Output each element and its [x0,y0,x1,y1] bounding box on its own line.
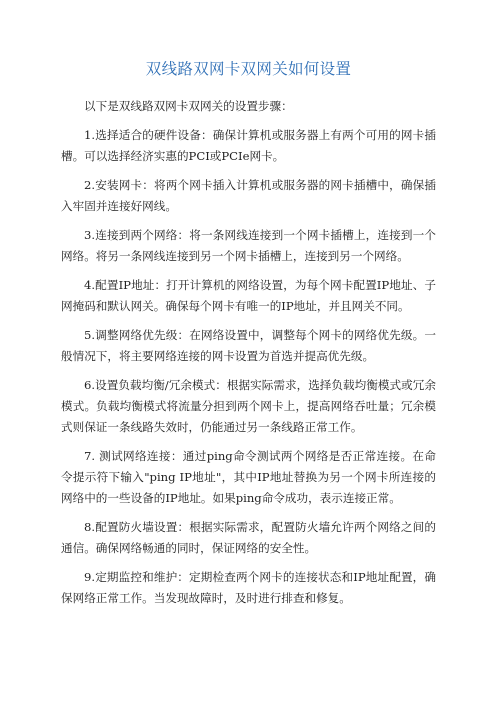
step-2-paragraph: 2.安装网卡：将两个网卡插入计算机或服务器的网卡插槽中，确保插入牢固并连接好网线。 [61,178,436,213]
intro-paragraph: 以下是双线路双网卡双网关的设置步骤： [84,99,293,113]
step-7-paragraph: 7. 测试网络连接：通过ping命令测试两个网络是否正常连接。在命令提示符下输入"ping IP地址"，其中IP地址替换为另一个网卡所连接的网络中的一些设备的IP地址。如果ping命令成功，表示连接正常。 [61,449,436,505]
step-8-paragraph: 8.配置防火墙设置：根据实际需求，配置防火墙允许两个网络之间的通信。确保网络畅通的同时，保证网络的安全性。 [61,520,436,555]
step-6-paragraph: 6.设置负载均衡/冗余模式：根据实际需求，选择负载均衡模式或冗余模式。负载均衡模式将流量分担到两个网卡上，提高网络吞吐量；冗余模式则保证一条线路失效时，仍能通过另一条线路正常工作。 [61,378,436,434]
step-5-paragraph: 5.调整网络优先级：在网络设置中，调整每个网卡的网络优先级。一般情况下，将主要网络连接的网卡设置为首选并提高优先级。 [61,328,436,363]
step-9-paragraph: 9.定期监控和维护：定期检查两个网卡的连接状态和IP地址配置，确保网络正常工作。当发现故障时，及时进行排查和修复。 [61,570,436,605]
step-1-paragraph: 1.选择适合的硬件设备：确保计算机或服务器上有两个可用的网卡插槽。可以选择经济实惠的PCI或PCIe网卡。 [61,128,436,163]
step-4-paragraph: 4.配置IP地址：打开计算机的网络设置，为每个网卡配置IP地址、子网掩码和默认网关。确保每个网卡有唯一的IP地址，并且网关不同。 [61,278,436,313]
step-3-paragraph: 3.连接到两个网络：将一条网线连接到一个网卡插槽上，连接到一个网络。将另一条网线连接到另一个网卡插槽上，连接到另一个网络。 [61,228,436,263]
document-title: 双线路双网卡双网关如何设置 [145,60,352,78]
